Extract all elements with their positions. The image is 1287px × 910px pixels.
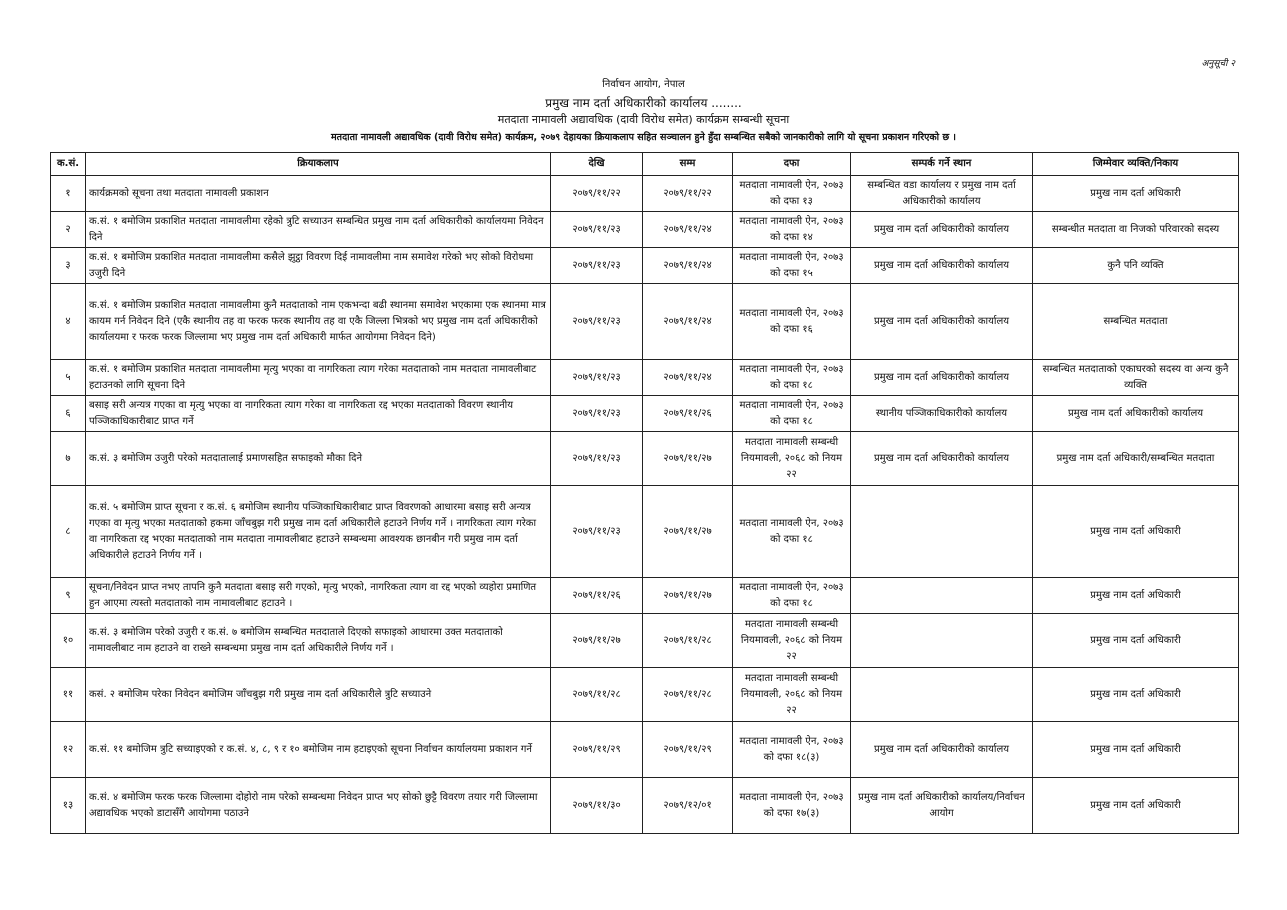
cell-contact — [851, 614, 1033, 668]
cell-responsible: प्रमुख नाम दर्ता अधिकारी — [1033, 486, 1239, 578]
table-row — [51, 176, 1239, 212]
cell-contact — [851, 668, 1033, 722]
table-row — [51, 778, 1239, 834]
cell-section: मतदाता नामावली सम्बन्धी नियमावली, २०६८ को नियम २२ — [733, 668, 851, 722]
col-header-responsible: जिम्मेवार व्यक्ति/निकाय — [1033, 153, 1239, 176]
cell-sn: ७ — [51, 432, 86, 486]
notice-title: मतदाता नामावली अद्यावधिक (दावी विरोध समेत) कार्यक्रम सम्बन्धी सूचना — [497, 113, 790, 126]
cell-responsible: सम्बन्धित मतदाता — [1033, 284, 1239, 360]
annex-label: अनुसूची २ — [1201, 59, 1235, 69]
cell-from: २०७९/११/२३ — [551, 486, 643, 578]
cell-contact: प्रमुख नाम दर्ता अधिकारीको कार्यालय/निर्वाचन आयोग — [851, 778, 1033, 834]
cell-responsible: प्रमुख नाम दर्ता अधिकारी/सम्बन्धित मतदाता — [1033, 432, 1239, 486]
table-row — [51, 284, 1239, 360]
cell-activity: क.सं. १ बमोजिम प्रकाशित मतदाता नामावलीमा कुनै मतदाताको नाम एकभन्दा बढी स्थानमा समावेश भएकामा एक स्थानमा मात्र कायम गर्न निवेदन दिने (एकै स्थानीय तह वा फरक फरक स्थानीय तह वा एकै जिल्ला भित्रको भए प्रमुख नाम दर्ता अधिकारीको कार्यालयमा र फरक फरक जिल्लामा भए प्रमुख नाम दर्ता अधिकारी मार्फत आयोगमा निवेदन दिने) — [86, 284, 551, 360]
cell-from: २०७९/११/२३ — [551, 360, 643, 396]
table-row — [51, 486, 1239, 578]
cell-section: मतदाता नामावली ऐन, २०७३ को दफा १५ — [733, 248, 851, 284]
cell-from: २०७९/११/२३ — [551, 212, 643, 248]
table-row — [51, 432, 1239, 486]
cell-to: २०७९/११/२८ — [643, 668, 733, 722]
cell-responsible: सम्बन्धीत मतदाता वा निजको परिवारको सदस्य — [1033, 212, 1239, 248]
cell-contact — [851, 578, 1033, 614]
col-header-sn: क.सं. — [51, 153, 86, 176]
cell-from: २०७९/११/२३ — [551, 248, 643, 284]
cell-sn: ५ — [51, 360, 86, 396]
table-row — [51, 248, 1239, 284]
cell-section: मतदाता नामावली ऐन, २०७३ को दफा १८ — [733, 578, 851, 614]
cell-to: २०७९/११/२४ — [643, 212, 733, 248]
cell-section: मतदाता नामावली सम्बन्धी नियमावली, २०६८ को नियम २२ — [733, 614, 851, 668]
cell-activity: बसाइ सरी अन्यत्र गएका वा मृत्यु भएका वा नागरिकता त्याग गरेका वा नागरिकता रद्द भएका मतदाताको विवरण स्थानीय पञ्जिकाधिकारीबाट प्राप्त गर्ने — [86, 396, 551, 432]
cell-from: २०७९/११/२३ — [551, 396, 643, 432]
schedule-table — [50, 152, 1239, 834]
cell-contact: प्रमुख नाम दर्ता अधिकारीको कार्यालय — [851, 722, 1033, 778]
cell-section: मतदाता नामावली ऐन, २०७३ को दफा १८ — [733, 360, 851, 396]
cell-sn: २ — [51, 212, 86, 248]
cell-activity: क.सं. १ बमोजिम प्रकाशित मतदाता नामावलीमा मृत्यु भएका वा नागरिकता त्याग गरेका मतदाताको नाम मतदाता नामावलीबाट हटाउनको लागि सूचना दिने — [86, 360, 551, 396]
cell-activity: क.सं. ३ बमोजिम उजुरी परेको मतदातालाई प्रमाणसहित सफाइको मौका दिने — [86, 432, 551, 486]
col-header-contact: सम्पर्क गर्ने स्थान — [851, 153, 1033, 176]
table-row — [51, 396, 1239, 432]
cell-sn: ११ — [51, 668, 86, 722]
col-header-to: सम्म — [643, 153, 733, 176]
cell-responsible: प्रमुख नाम दर्ता अधिकारीको कार्यालय — [1033, 396, 1239, 432]
cell-to: २०७९/११/२८ — [643, 614, 733, 668]
table-header-row — [51, 153, 1239, 176]
table-row — [51, 578, 1239, 614]
cell-activity: क.सं. ११ बमोजिम त्रुटि सच्याइएको र क.सं. ४, ८, ९ र १० बमोजिम नाम हटाइएको सूचना निर्वाचन कार्यालयमा प्रकाशन गर्ने — [86, 722, 551, 778]
cell-section: मतदाता नामावली ऐन, २०७३ को दफा १६ — [733, 284, 851, 360]
cell-to: २०७९/११/२७ — [643, 486, 733, 578]
cell-sn: ६ — [51, 396, 86, 432]
cell-responsible: प्रमुख नाम दर्ता अधिकारी — [1033, 578, 1239, 614]
cell-section: मतदाता नामावली ऐन, २०७३ को दफा १८ — [733, 396, 851, 432]
cell-contact — [851, 486, 1033, 578]
cell-to: २०७९/११/२९ — [643, 722, 733, 778]
cell-responsible: प्रमुख नाम दर्ता अधिकारी — [1033, 778, 1239, 834]
cell-section: मतदाता नामावली ऐन, २०७३ को दफा १४ — [733, 212, 851, 248]
cell-activity: क.सं. ५ बमोजिम प्राप्त सूचना र क.सं. ६ बमोजिम स्थानीय पञ्जिकाधिकारीबाट प्राप्त विवरणको आधारमा बसाइ सरी अन्यत्र गएका वा मृत्यु भएका मतदाताको हकमा जाँचबुझ गरी प्रमुख नाम दर्ता अधिकारीले हटाउने निर्णय गर्ने । नागरिकता त्याग गरेका वा नागरिकता रद्द भएका मतदाताको नाम मतदाता नामावलीबाट हटाउने सम्बन्धमा आवश्यक छानबीन गरी प्रमुख नाम दर्ता अधिकारीले हटाउने निर्णय गर्ने । — [86, 486, 551, 578]
cell-contact: प्रमुख नाम दर्ता अधिकारीको कार्यालय — [851, 360, 1033, 396]
cell-activity: सूचना/निवेदन प्राप्त नभए तापनि कुनै मतदाता बसाइ सरी गएको, मृत्यु भएको, नागरिकता त्याग वा रद्द भएको व्यहोरा प्रमाणित हुन आएमा त्यस्तो मतदाताको नाम नामावलीबाट हटाउने । — [86, 578, 551, 614]
cell-from: २०७९/११/२२ — [551, 176, 643, 212]
cell-from: २०७९/११/२७ — [551, 614, 643, 668]
cell-responsible: प्रमुख नाम दर्ता अधिकारी — [1033, 176, 1239, 212]
cell-to: २०७९/१२/०१ — [643, 778, 733, 834]
cell-sn: १० — [51, 614, 86, 668]
cell-to: २०७९/११/२४ — [643, 360, 733, 396]
table-row — [51, 360, 1239, 396]
cell-responsible: प्रमुख नाम दर्ता अधिकारी — [1033, 668, 1239, 722]
notice-description: मतदाता नामावली अद्यावधिक (दावी विरोध समेत) कार्यक्रम, २०७९ देहायका क्रियाकलाप सहित सञ्चालन हुने हुँदा सम्बन्धित सबैको जानकारीको लागि यो सूचना प्रकाशन गरिएको छ । — [330, 132, 957, 143]
cell-from: २०७९/११/२६ — [551, 578, 643, 614]
cell-responsible: सम्बन्धित मतदाताको एकाघरको सदस्य वा अन्य कुनै व्यक्ति — [1033, 360, 1239, 396]
col-header-section: दफा — [733, 153, 851, 176]
cell-activity: क.सं. ४ बमोजिम फरक फरक जिल्लामा दोहोरो नाम परेको सम्बन्धमा निवेदन प्राप्त भए सोको छुट्टै विवरण तयार गरी जिल्लामा अद्यावधिक भएको डाटासँगै आयोगमा पठाउने — [86, 778, 551, 834]
cell-section: मतदाता नामावली सम्बन्धी नियमावली, २०६८ को नियम २२ — [733, 432, 851, 486]
cell-contact: स्थानीय पञ्जिकाधिकारीको कार्यालय — [851, 396, 1033, 432]
cell-to: २०७९/११/२२ — [643, 176, 733, 212]
cell-activity: क.सं. १ बमोजिम प्रकाशित मतदाता नामावलीमा कसैले झुट्ठा विवरण दिई नामावलीमा नाम समावेश गरेको भए सोको विरोधमा उजुरी दिने — [86, 248, 551, 284]
cell-sn: ९ — [51, 578, 86, 614]
cell-section: मतदाता नामावली ऐन, २०७३ को दफा १७(३) — [733, 778, 851, 834]
cell-from: २०७९/११/२९ — [551, 722, 643, 778]
cell-to: २०७९/११/२४ — [643, 284, 733, 360]
cell-activity: कसं. २ बमोजिम परेका निवेदन बमोजिम जाँचबुझ गरी प्रमुख नाम दर्ता अधिकारीले त्रुटि सच्याउने — [86, 668, 551, 722]
cell-sn: ४ — [51, 284, 86, 360]
cell-to: २०७९/११/२४ — [643, 248, 733, 284]
cell-section: मतदाता नामावली ऐन, २०७३ को दफा १३ — [733, 176, 851, 212]
cell-from: २०७९/११/३० — [551, 778, 643, 834]
cell-section: मतदाता नामावली ऐन, २०७३ को दफा १८ — [733, 486, 851, 578]
cell-contact: प्रमुख नाम दर्ता अधिकारीको कार्यालय — [851, 284, 1033, 360]
cell-from: २०७९/११/२३ — [551, 284, 643, 360]
cell-activity: कार्यक्रमको सूचना तथा मतदाता नामावली प्रकाशन — [86, 176, 551, 212]
cell-sn: १३ — [51, 778, 86, 834]
cell-contact: प्रमुख नाम दर्ता अधिकारीको कार्यालय — [851, 212, 1033, 248]
cell-to: २०७९/११/२७ — [643, 578, 733, 614]
table-row — [51, 212, 1239, 248]
cell-sn: ३ — [51, 248, 86, 284]
cell-sn: १ — [51, 176, 86, 212]
col-header-activity: क्रियाकलाप — [86, 153, 551, 176]
cell-from: २०७९/११/२३ — [551, 432, 643, 486]
cell-activity: क.सं. ३ बमोजिम परेको उजुरी र क.सं. ७ बमोजिम सम्बन्धित मतदाताले दिएको सफाइको आधारमा उक्त मतदाताको नामावलीबाट नाम हटाउने वा राख्ने सम्बन्धमा प्रमुख नाम दर्ता अधिकारीले निर्णय गर्ने । — [86, 614, 551, 668]
cell-activity: क.सं. १ बमोजिम प्रकाशित मतदाता नामावलीमा रहेको त्रुटि सच्याउन सम्बन्धित प्रमुख नाम दर्ता अधिकारीको कार्यालयमा निवेदन दिने — [86, 212, 551, 248]
commission-name: निर्वाचन आयोग, नेपाल — [602, 79, 685, 90]
cell-responsible: कुनै पनि व्यक्ति — [1033, 248, 1239, 284]
cell-responsible: प्रमुख नाम दर्ता अधिकारी — [1033, 722, 1239, 778]
cell-contact: प्रमुख नाम दर्ता अधिकारीको कार्यालय — [851, 248, 1033, 284]
cell-contact: प्रमुख नाम दर्ता अधिकारीको कार्यालय — [851, 432, 1033, 486]
table-row — [51, 722, 1239, 778]
col-header-from: देखि — [551, 153, 643, 176]
table-row — [51, 614, 1239, 668]
cell-responsible: प्रमुख नाम दर्ता अधिकारी — [1033, 614, 1239, 668]
cell-sn: १२ — [51, 722, 86, 778]
table-row — [51, 668, 1239, 722]
cell-section: मतदाता नामावली ऐन, २०७३ को दफा १८(३) — [733, 722, 851, 778]
cell-to: २०७९/११/२७ — [643, 432, 733, 486]
cell-sn: ८ — [51, 486, 86, 578]
cell-contact: सम्बन्धित वडा कार्यालय र प्रमुख नाम दर्ता अधिकारीको कार्यालय — [851, 176, 1033, 212]
office-name: प्रमुख नाम दर्ता अधिकारीको कार्यालय ........ — [545, 96, 742, 110]
cell-to: २०७९/११/२६ — [643, 396, 733, 432]
cell-from: २०७९/११/२८ — [551, 668, 643, 722]
